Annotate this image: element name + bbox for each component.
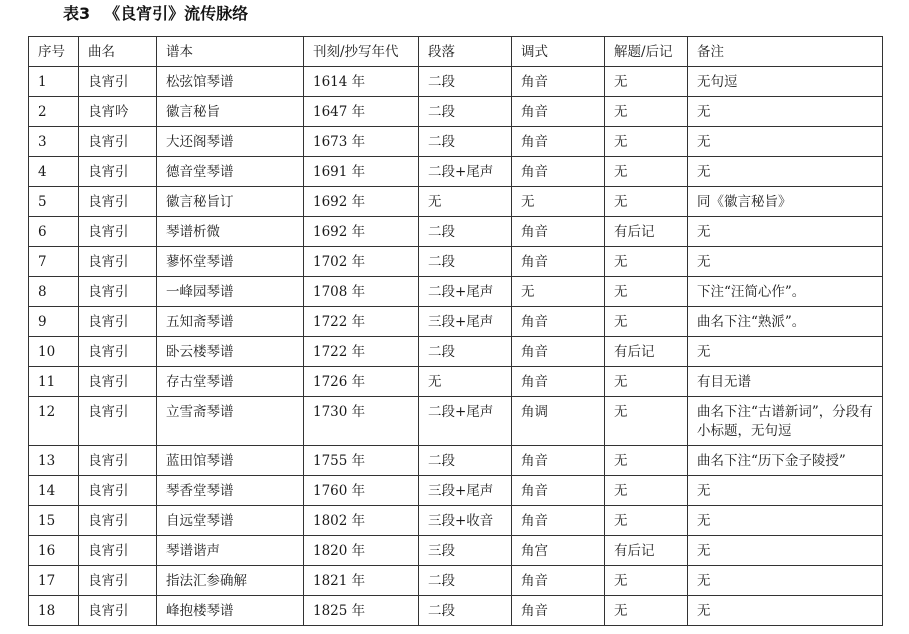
table-cell: 三段+尾声 xyxy=(419,307,512,337)
table-cell: 无 xyxy=(605,307,688,337)
table-row xyxy=(29,337,883,367)
table-row xyxy=(29,446,883,476)
table-cell: 13 xyxy=(29,446,79,476)
table-cell: 2 xyxy=(29,97,79,127)
table-cell: 角音 xyxy=(512,337,605,367)
table-cell: 1722 年 xyxy=(304,337,419,367)
table-cell: 有后记 xyxy=(605,217,688,247)
table-cell: 二段+尾声 xyxy=(419,157,512,187)
table-cell: 14 xyxy=(29,476,79,506)
table-cell: 良宵引 xyxy=(79,217,157,247)
header-cell: 调式 xyxy=(512,37,605,67)
table-cell: 无 xyxy=(688,337,883,367)
table-cell: 五知斋琴谱 xyxy=(157,307,304,337)
table-cell: 3 xyxy=(29,127,79,157)
table-cell: 无 xyxy=(605,446,688,476)
table-row xyxy=(29,157,883,187)
table-cell: 蓝田馆琴谱 xyxy=(157,446,304,476)
table-cell: 无 xyxy=(688,596,883,626)
table-cell: 1821 年 xyxy=(304,566,419,596)
table-cell: 1702 年 xyxy=(304,247,419,277)
table-title: 《良宵引》流传脉络 xyxy=(104,4,249,23)
table-cell: 角音 xyxy=(512,217,605,247)
table-cell: 无 xyxy=(688,217,883,247)
table-cell: 卧云楼琴谱 xyxy=(157,337,304,367)
table-cell: 蓼怀堂琴谱 xyxy=(157,247,304,277)
table-cell: 无 xyxy=(605,566,688,596)
table-cell: 角宫 xyxy=(512,536,605,566)
table-cell: 7 xyxy=(29,247,79,277)
table-cell: 5 xyxy=(29,187,79,217)
table-cell: 曲名下注“熟派”。 xyxy=(688,307,883,337)
table-cell: 无 xyxy=(605,277,688,307)
table-cell: 良宵引 xyxy=(79,187,157,217)
table-cell: 琴香堂琴谱 xyxy=(157,476,304,506)
table-cell: 无 xyxy=(688,476,883,506)
table-cell: 1722 年 xyxy=(304,307,419,337)
table-cell: 良宵引 xyxy=(79,506,157,536)
table-row xyxy=(29,187,883,217)
table-cell: 二段 xyxy=(419,446,512,476)
table-cell: 无 xyxy=(688,157,883,187)
table-cell: 角音 xyxy=(512,67,605,97)
table-cell: 良宵引 xyxy=(79,596,157,626)
table-cell: 良宵吟 xyxy=(79,97,157,127)
table-cell: 角音 xyxy=(512,446,605,476)
table-cell: 良宵引 xyxy=(79,247,157,277)
table-cell: 松弦馆琴谱 xyxy=(157,67,304,97)
header-cell: 曲名 xyxy=(79,37,157,67)
table-cell: 1614 年 xyxy=(304,67,419,97)
table-cell: 角音 xyxy=(512,247,605,277)
table-cell: 无 xyxy=(605,67,688,97)
table-cell: 11 xyxy=(29,367,79,397)
table-row xyxy=(29,596,883,626)
table-row xyxy=(29,536,883,566)
table-cell: 1755 年 xyxy=(304,446,419,476)
table-cell: 无 xyxy=(605,596,688,626)
table-cell: 三段+尾声 xyxy=(419,476,512,506)
table-cell: 1825 年 xyxy=(304,596,419,626)
table-cell: 良宵引 xyxy=(79,67,157,97)
table-cell: 徽言秘旨 xyxy=(157,97,304,127)
table-cell: 存古堂琴谱 xyxy=(157,367,304,397)
table-cell: 无 xyxy=(688,127,883,157)
table-cell: 二段 xyxy=(419,247,512,277)
table-cell: 无 xyxy=(605,127,688,157)
header-cell: 解题/后记 xyxy=(605,37,688,67)
table-row xyxy=(29,67,883,97)
table-cell: 良宵引 xyxy=(79,277,157,307)
table-cell: 大还阁琴谱 xyxy=(157,127,304,157)
lineage-table xyxy=(28,36,883,626)
table-cell: 二段 xyxy=(419,127,512,157)
table-cell: 1692 年 xyxy=(304,187,419,217)
table-cell: 9 xyxy=(29,307,79,337)
table-cell: 角音 xyxy=(512,506,605,536)
table-body xyxy=(29,67,883,626)
table-row xyxy=(29,397,883,446)
table-cell: 角音 xyxy=(512,566,605,596)
table-cell: 良宵引 xyxy=(79,397,157,446)
table-cell: 无 xyxy=(512,277,605,307)
table-cell: 6 xyxy=(29,217,79,247)
table-cell: 1820 年 xyxy=(304,536,419,566)
table-cell: 1647 年 xyxy=(304,97,419,127)
header-cell: 序号 xyxy=(29,37,79,67)
table-cell: 峰抱楼琴谱 xyxy=(157,596,304,626)
table-cell: 二段 xyxy=(419,337,512,367)
table-cell: 一峰园琴谱 xyxy=(157,277,304,307)
table-cell: 1730 年 xyxy=(304,397,419,446)
table-cell: 无 xyxy=(605,187,688,217)
table-cell: 10 xyxy=(29,337,79,367)
table-row xyxy=(29,566,883,596)
table-cell: 无 xyxy=(605,476,688,506)
table-cell: 无 xyxy=(688,97,883,127)
table-row xyxy=(29,367,883,397)
table-cell: 1 xyxy=(29,67,79,97)
table-cell: 琴谱析微 xyxy=(157,217,304,247)
table-cell: 良宵引 xyxy=(79,367,157,397)
table-cell: 1673 年 xyxy=(304,127,419,157)
table-cell: 17 xyxy=(29,566,79,596)
table-cell: 角调 xyxy=(512,397,605,446)
table-cell: 角音 xyxy=(512,157,605,187)
table-cell: 无 xyxy=(605,157,688,187)
table-cell: 有后记 xyxy=(605,337,688,367)
table-cell: 无 xyxy=(688,247,883,277)
table-cell: 无 xyxy=(605,397,688,446)
table-cell: 无 xyxy=(605,97,688,127)
table-cell: 有后记 xyxy=(605,536,688,566)
table-cell: 16 xyxy=(29,536,79,566)
table-cell: 琴谱谐声 xyxy=(157,536,304,566)
table-cell: 良宵引 xyxy=(79,566,157,596)
table-number: 表3 xyxy=(63,4,91,23)
table-cell: 无 xyxy=(688,506,883,536)
table-cell: 指法汇参确解 xyxy=(157,566,304,596)
table-cell: 三段 xyxy=(419,536,512,566)
table-cell: 二段 xyxy=(419,217,512,247)
table-cell: 4 xyxy=(29,157,79,187)
table-cell: 良宵引 xyxy=(79,476,157,506)
table-cell: 角音 xyxy=(512,127,605,157)
table-cell: 良宵引 xyxy=(79,337,157,367)
table-cell: 15 xyxy=(29,506,79,536)
table-cell: 徽言秘旨订 xyxy=(157,187,304,217)
table-cell: 三段+收音 xyxy=(419,506,512,536)
table-cell: 有目无谱 xyxy=(688,367,883,397)
table-cell: 角音 xyxy=(512,596,605,626)
header-cell: 段落 xyxy=(419,37,512,67)
table-cell: 1802 年 xyxy=(304,506,419,536)
table-cell: 8 xyxy=(29,277,79,307)
table-cell: 无 xyxy=(605,506,688,536)
table-cell: 12 xyxy=(29,397,79,446)
table-cell: 18 xyxy=(29,596,79,626)
table-cell: 角音 xyxy=(512,97,605,127)
table-cell: 二段 xyxy=(419,566,512,596)
table-row xyxy=(29,247,883,277)
table-cell: 下注“汪简心作”。 xyxy=(688,277,883,307)
table-cell: 良宵引 xyxy=(79,157,157,187)
header-cell: 谱本 xyxy=(157,37,304,67)
table-cell: 角音 xyxy=(512,476,605,506)
table-cell: 良宵引 xyxy=(79,536,157,566)
table-cell: 无 xyxy=(419,187,512,217)
table-cell: 1692 年 xyxy=(304,217,419,247)
table-cell: 1691 年 xyxy=(304,157,419,187)
header-cell: 备注 xyxy=(688,37,883,67)
table-cell: 二段 xyxy=(419,596,512,626)
table-row xyxy=(29,307,883,337)
table-cell: 良宵引 xyxy=(79,446,157,476)
table-cell: 角音 xyxy=(512,367,605,397)
table-cell: 无 xyxy=(605,367,688,397)
table-cell: 二段+尾声 xyxy=(419,397,512,446)
table-cell: 二段 xyxy=(419,97,512,127)
table-row xyxy=(29,506,883,536)
table-cell: 良宵引 xyxy=(79,127,157,157)
table-cell: 无 xyxy=(419,367,512,397)
table-cell: 1708 年 xyxy=(304,277,419,307)
table-cell: 无句逗 xyxy=(688,67,883,97)
table-cell: 1726 年 xyxy=(304,367,419,397)
table-cell: 德音堂琴谱 xyxy=(157,157,304,187)
table-cell: 无 xyxy=(512,187,605,217)
table-cell: 同《徽言秘旨》 xyxy=(688,187,883,217)
table-row xyxy=(29,476,883,506)
table-caption xyxy=(63,1,248,24)
table-row xyxy=(29,217,883,247)
table-cell: 曲名下注“古谱新词”，分段有小标题，无句逗 xyxy=(688,397,883,446)
table-cell: 无 xyxy=(688,536,883,566)
table-row xyxy=(29,97,883,127)
header-cell: 刊刻/抄写年代 xyxy=(304,37,419,67)
table-cell: 1760 年 xyxy=(304,476,419,506)
table-cell: 二段+尾声 xyxy=(419,277,512,307)
table-cell: 立雪斋琴谱 xyxy=(157,397,304,446)
table-cell: 二段 xyxy=(419,67,512,97)
table-row xyxy=(29,277,883,307)
table-cell: 无 xyxy=(688,566,883,596)
table-cell: 角音 xyxy=(512,307,605,337)
table-cell: 良宵引 xyxy=(79,307,157,337)
table-cell: 自远堂琴谱 xyxy=(157,506,304,536)
header-row xyxy=(29,37,883,67)
table-cell: 曲名下注“历下金子陵授” xyxy=(688,446,883,476)
table-row xyxy=(29,127,883,157)
table-cell: 无 xyxy=(605,247,688,277)
